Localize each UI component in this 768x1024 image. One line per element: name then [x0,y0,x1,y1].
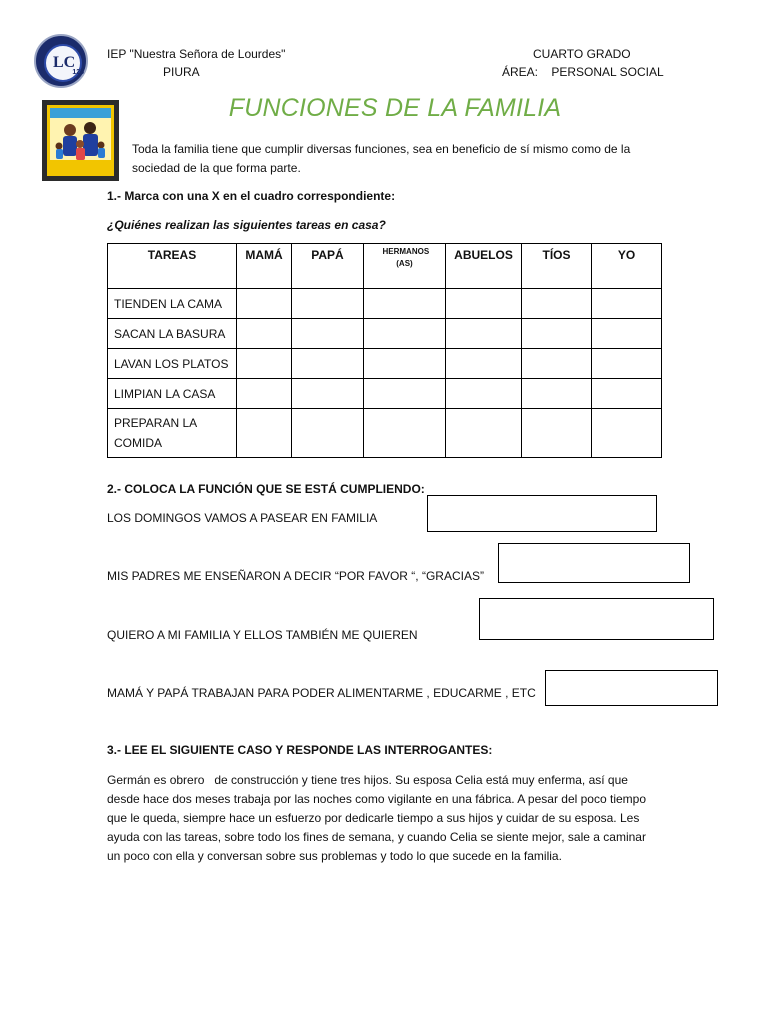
mark-cell[interactable] [237,379,292,409]
city-name: PIURA [163,65,200,79]
function-statement: LOS DOMINGOS VAMOS A PASEAR EN FAMILIA [107,511,378,525]
page-title: FUNCIONES DE LA FAMILIA [228,94,562,122]
logo-emblem [44,44,82,82]
function-answer-box[interactable] [545,670,718,706]
grade-label: CUARTO GRADO [533,47,631,61]
mark-cell[interactable] [364,289,446,319]
mark-cell[interactable] [364,319,446,349]
function-answer-box[interactable] [498,543,690,583]
task-label: LIMPIAN LA CASA [108,379,237,409]
mark-cell[interactable] [292,349,364,379]
mark-cell[interactable] [364,349,446,379]
task-label: SACAN LA BASURA [108,319,237,349]
col-header-hermanos [364,244,446,289]
function-statement: MAMÁ Y PAPÁ TRABAJAN PARA PODER ALIMENTARME , EDUCARME , ETC [107,686,536,700]
mark-cell[interactable] [522,349,592,379]
col-header-tareas: TAREAS [108,244,237,289]
task-label: LAVAN LOS PLATOS [108,349,237,379]
table-row [108,379,662,409]
mark-cell[interactable] [446,289,522,319]
col-header-yo: YO [592,244,662,289]
section1-heading: 1.- Marca con una X en el cuadro correspondiente: [107,189,396,203]
mark-cell[interactable] [446,379,522,409]
task-label: TIENDEN LA CAMA [108,289,237,319]
case-story-text: Germán es obrero de construcción y tiene tres hijos. Su esposa Celia está muy enferma, así que desde hace dos meses trabaja por las noches como vigilante en una fábrica. A pesar del poco tiempo que le queda, siempre hace un esfuerzo por dedicarle tiempo a sus hijos y cuidar de su esposa. Les ayuda con las tareas, sobre todo los fines de semana, y cuando Celia se siente mejor, sale a caminar un poco con ella y conversan sobre sus problemas y todo lo que sucede en la familia. [107,773,650,863]
mark-cell[interactable] [237,289,292,319]
mark-cell[interactable] [292,379,364,409]
table-row [108,409,662,458]
mark-cell[interactable] [292,409,364,458]
mark-cell[interactable] [592,349,662,379]
area-label: ÁREA: [502,65,539,79]
function-answer-box[interactable] [427,495,657,532]
col-header-papa: PAPÁ [292,244,364,289]
function-statement: MIS PADRES ME ENSEÑARON A DECIR “POR FAVOR “, “GRACIAS” [107,569,484,583]
table-row [108,319,662,349]
task-label: PREPARAN LA COMIDA [108,409,237,458]
intro-text: Toda la familia tiene que cumplir diversas funciones, sea en beneficio de sí mismo como de la sociedad de la que forma parte. [132,142,631,175]
table-row [108,349,662,379]
mark-cell[interactable] [364,379,446,409]
mark-cell[interactable] [237,349,292,379]
col-header-tios: TÍOS [522,244,592,289]
mark-cell[interactable] [522,319,592,349]
mark-cell[interactable] [592,289,662,319]
mark-cell[interactable] [592,319,662,349]
mark-cell[interactable] [292,319,364,349]
col-header-abuelos: ABUELOS [446,244,522,289]
mark-cell[interactable] [446,409,522,458]
tasks-table [107,243,662,458]
table-header-row [108,244,662,289]
area-line [502,63,664,81]
mark-cell[interactable] [237,319,292,349]
mark-cell[interactable] [592,379,662,409]
mark-cell[interactable] [592,409,662,458]
mark-cell[interactable] [237,409,292,458]
function-answer-box[interactable] [479,598,714,640]
school-logo [34,34,88,88]
section3-heading: 3.- LEE EL SIGUIENTE CASO Y RESPONDE LAS INTERROGANTES: [107,743,493,757]
col-header-hermanos-text: HERMANOS (AS) [382,247,430,268]
mark-cell[interactable] [522,379,592,409]
svg-text:LC: LC [53,54,76,71]
mark-cell[interactable] [364,409,446,458]
section2-heading: 2.- COLOCA LA FUNCIÓN QUE SE ESTÁ CUMPLIENDO: [107,482,425,496]
mark-cell[interactable] [446,349,522,379]
school-name: IEP "Nuestra Señora de Lourdes" [107,47,286,61]
mark-cell[interactable] [292,289,364,319]
logo-anniversary: 125 [72,69,84,76]
mark-cell[interactable] [522,409,592,458]
area-value: PERSONAL SOCIAL [551,65,664,79]
col-header-mama: MAMÁ [237,244,292,289]
mark-cell[interactable] [522,289,592,319]
mark-cell[interactable] [446,319,522,349]
section1-question: ¿Quiénes realizan las siguientes tareas en casa? [107,218,386,232]
function-statement: QUIERO A MI FAMILIA Y ELLOS TAMBIÉN ME QUIEREN [107,628,418,642]
table-row [108,289,662,319]
